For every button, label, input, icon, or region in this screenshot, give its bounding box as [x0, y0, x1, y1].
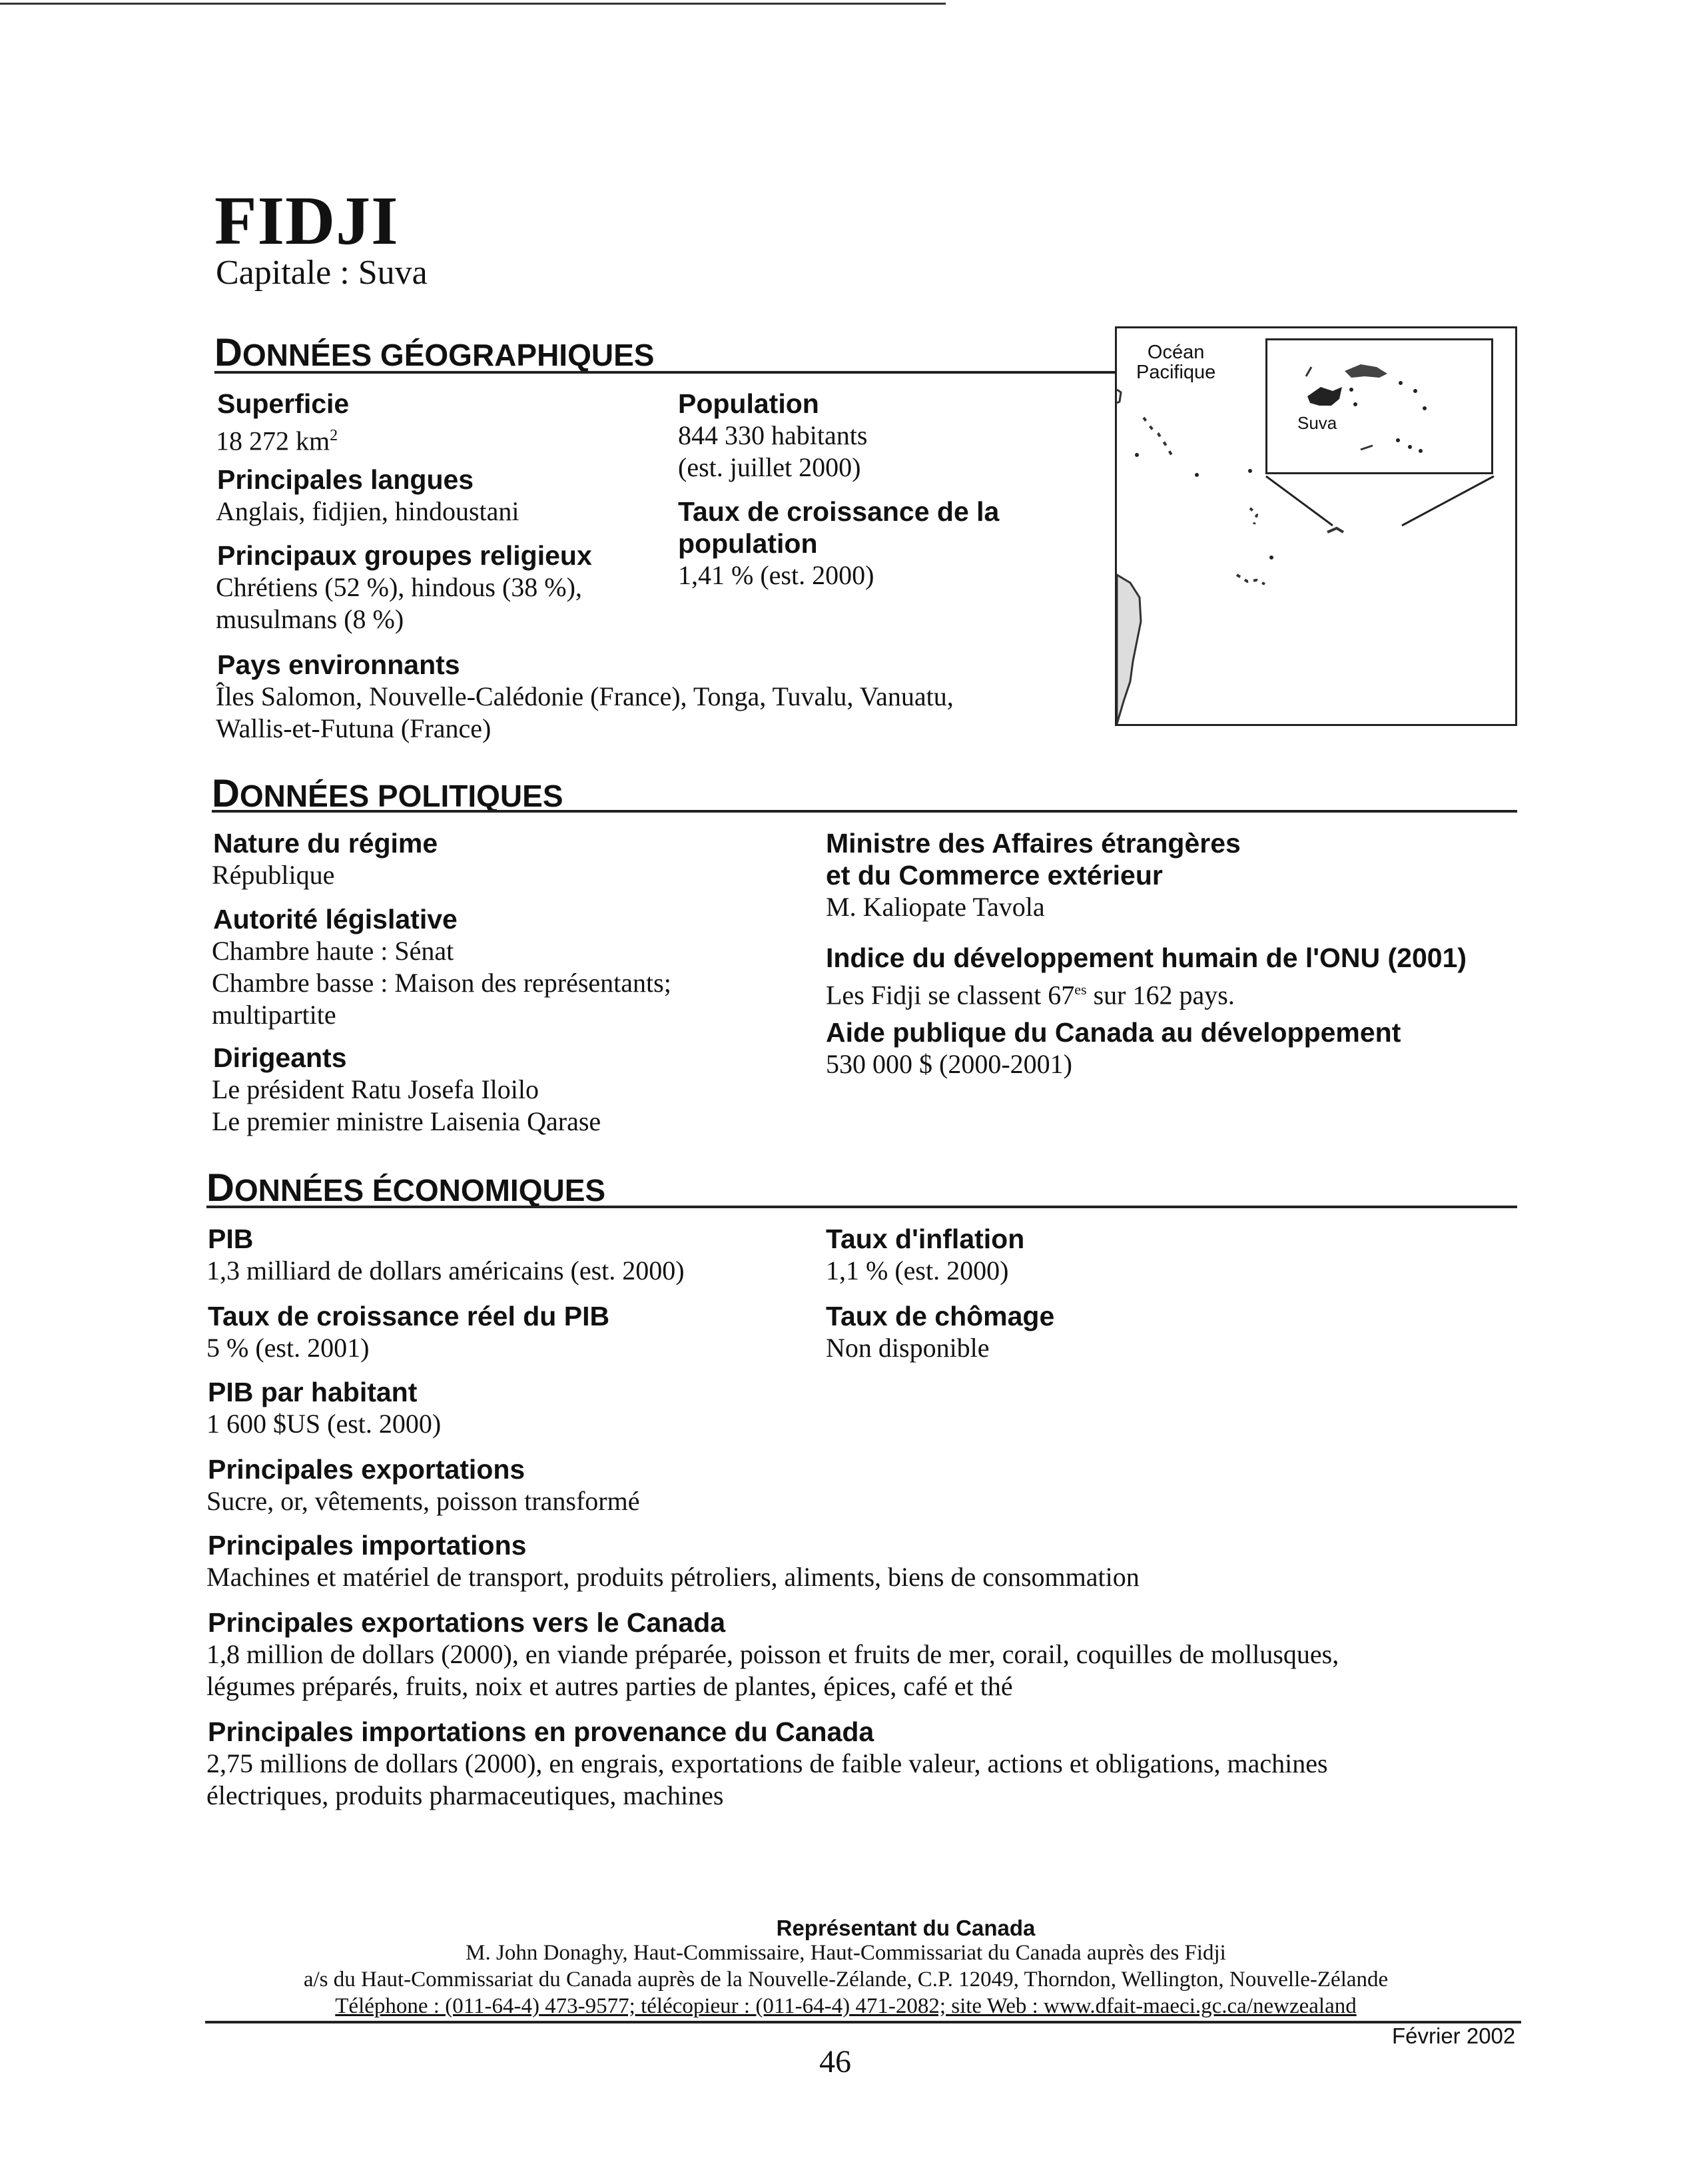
map-ocean-label: Océan Pacifique: [1136, 342, 1216, 383]
label-ministre-2: et du Commerce extérieur: [826, 860, 1163, 891]
label-croissance-pib: Taux de croissance réel du PIB: [208, 1301, 610, 1331]
label-importations: Principales importations: [208, 1530, 527, 1561]
value-langues: Anglais, fidjien, hindoustani: [216, 496, 519, 526]
value-idh: Les Fidji se classent $67^{es}$ sur 162 pays.: [826, 980, 1235, 1010]
value-legislative-2: Chambre basse : Maison des représentants;: [212, 968, 671, 998]
section-heading-geo: DONNÉES GÉOGRAPHIQUES: [214, 331, 655, 374]
label-exportations: Principales exportations: [208, 1454, 525, 1485]
value-pays-2: Wallis-et-Futuna (France): [216, 713, 492, 743]
map-city-label: Suva: [1297, 413, 1337, 433]
value-dirigeants-1: Le président Ratu Josefa Iloilo: [212, 1074, 539, 1104]
footer-rule: [205, 2021, 1521, 2023]
value-religion-1: Chrétiens (52 %), hindous (38 %),: [216, 572, 582, 602]
value-legislative-3: multipartite: [212, 1000, 336, 1030]
label-croissance-pop-2: population: [678, 528, 818, 559]
label-exportations-canada: Principales exportations vers le Canada: [208, 1607, 726, 1638]
label-ministre-1: Ministre des Affaires étrangères: [826, 828, 1241, 859]
value-aide: 530 000 $ (2000-2001): [826, 1049, 1072, 1079]
label-dirigeants: Dirigeants: [213, 1042, 347, 1073]
footer-heading: Représentant du Canada: [776, 1916, 1036, 1940]
value-population-2: (est. juillet 2000): [678, 452, 861, 482]
value-croissance-pop: 1,41 % (est. 2000): [678, 560, 874, 590]
label-religion: Principaux groupes religieux: [217, 540, 592, 571]
value-importations-canada-1: 2,75 millions de dollars (2000), en engrais, exportations de faible valeur, actions et obligations, machines: [206, 1748, 1328, 1778]
value-regime: République: [212, 860, 335, 890]
section-heading-eco: DONNÉES ÉCONOMIQUES: [206, 1166, 606, 1210]
value-exportations-canada-2: légumes préparés, fruits, noix et autres parties de plantes, épices, café et thé: [206, 1671, 1013, 1701]
label-population: Population: [678, 388, 819, 419]
value-dirigeants-2: Le premier ministre Laisenia Qarase: [212, 1106, 601, 1136]
section-heading-pol: DONNÉES POLITIQUES: [212, 772, 563, 815]
label-aide: Aide publique du Canada au développement: [826, 1017, 1401, 1048]
section-rule-eco: [206, 1206, 1517, 1208]
value-croissance-pib: 5 % (est. 2001): [206, 1333, 370, 1363]
label-pays-environnants: Pays environnants: [217, 649, 460, 680]
footer-line-3: Téléphone : (011-64-4) 473-9577; télécopieur : (011-64-4) 471-2082; site Web : www.dfait-maeci.gc.ca/newzealand: [335, 1994, 1357, 2018]
section-rule-geo: [214, 371, 1116, 374]
value-legislative-1: Chambre haute : Sénat: [212, 936, 454, 966]
value-population-1: 844 330 habitants: [678, 420, 868, 450]
value-ministre: M. Kaliopate Tavola: [826, 892, 1045, 922]
value-pays-1: Îles Salomon, Nouvelle-Calédonie (France), Tonga, Tuvalu, Vanuatu,: [216, 681, 954, 711]
inset-graphic: [1267, 340, 1491, 472]
value-exportations: Sucre, or, vêtements, poisson transformé: [206, 1486, 640, 1516]
map-inset: [1265, 338, 1493, 474]
label-chomage: Taux de chômage: [826, 1301, 1055, 1331]
value-chomage: Non disponible: [826, 1333, 990, 1363]
label-importations-canada: Principales importations en provenance du Canada: [208, 1716, 874, 1747]
label-pib: PIB: [208, 1224, 254, 1254]
label-langues: Principales langues: [217, 464, 474, 495]
label-croissance-pop-1: Taux de croissance de la: [678, 496, 1000, 527]
label-pib-habitant: PIB par habitant: [208, 1377, 418, 1407]
value-pib-habitant: 1 600 $US (est. 2000): [206, 1409, 442, 1439]
value-inflation: 1,1 % (est. 2000): [826, 1256, 1009, 1285]
top-border-line: [0, 3, 946, 5]
value-religion-2: musulmans (8 %): [216, 604, 404, 634]
label-idh: Indice du développement humain de l'ONU (2001): [826, 942, 1467, 973]
value-importations: Machines et matériel de transport, produits pétroliers, aliments, biens de consommation: [206, 1562, 1140, 1592]
label-regime: Nature du régime: [213, 828, 438, 859]
page-number: 46: [819, 2044, 851, 2079]
value-pib: 1,3 milliard de dollars américains (est. 2000): [206, 1256, 685, 1285]
label-inflation: Taux d'inflation: [826, 1224, 1025, 1254]
page-title: FIDJI: [214, 182, 399, 259]
footer-date: Février 2002: [1392, 2023, 1516, 2048]
label-legislative: Autorité législative: [213, 904, 458, 934]
label-superficie: Superficie: [217, 388, 350, 419]
capital-subtitle: Capitale : Suva: [216, 254, 428, 292]
section-rule-pol: [212, 810, 1517, 813]
value-exportations-canada-1: 1,8 million de dollars (2000), en viande préparée, poisson et fruits de mer, corail, coquilles de mollusques,: [206, 1639, 1339, 1669]
footer-line-1: M. John Donaghy, Haut-Commissaire, Haut-Commissariat du Canada auprès des Fidji: [466, 1941, 1226, 1965]
value-importations-canada-2: électriques, produits pharmaceutiques, machines: [206, 1780, 724, 1810]
footer-line-2: a/s du Haut-Commissariat du Canada auprès de la Nouvelle-Zélande, C.P. 12049, Thorndon, Wellington, Nouvelle-Zélande: [303, 1968, 1389, 1992]
value-superficie: 18 272 $km^2$: [216, 426, 338, 456]
